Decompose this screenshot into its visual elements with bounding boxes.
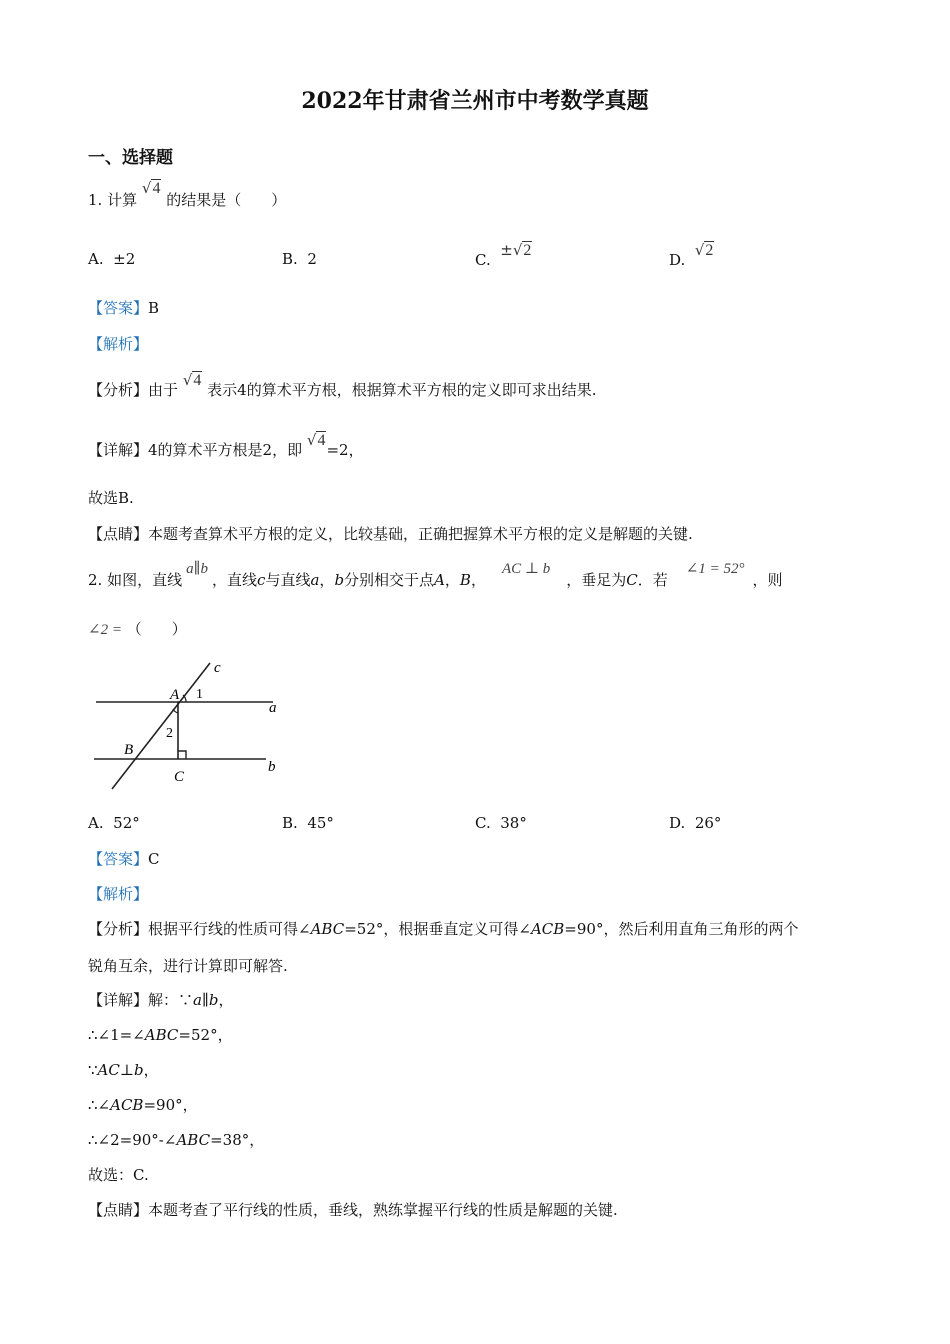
sqrt-symbol: √4 [141, 179, 161, 197]
q1-detail: 【详解】4的算术平方根是2，即 √4=2， [88, 431, 364, 459]
q2-option-b: B. 45° [282, 814, 334, 832]
q2-stem: 2. 如图，直线a∥b，直线c与直线a，b分别相交于点A，B，AC ⊥ b，垂足为C．若∠1 = 52°，则 [88, 561, 783, 589]
q1-option-c: C. ±√2 [475, 241, 532, 269]
q1-option-b: B. 2 [282, 250, 317, 268]
q2-detail: 【详解】解：∵a∥b， [88, 991, 234, 1009]
q1-jiexi-label: 【解析】 [88, 335, 149, 353]
q2-comment: 【点睛】本题考查了平行线的性质，垂线，熟练掌握平行线的性质是解题的关键. [88, 1201, 618, 1219]
q1-stem: 1. 计算 √4 的结果是（ ） [88, 179, 287, 209]
label-A: A [170, 687, 180, 703]
q2-option-a: A. 52° [88, 814, 140, 832]
q2-step-2: ∵AC⊥b， [88, 1061, 159, 1079]
q1-choose: 故选B. [88, 489, 134, 507]
q1-answer: 【答案】B [88, 299, 160, 317]
q2-option-c: C. 38° [475, 814, 527, 832]
q2-step-1: ∴∠1=∠ABC=52°， [88, 1026, 233, 1044]
q1-option-a: A. ±2 [88, 250, 136, 268]
section-heading: 一、选择题 [88, 148, 173, 168]
q2-step-3: ∴∠ACB=90°， [88, 1096, 198, 1114]
label-b: b [268, 759, 276, 775]
q2-jiexi-label: 【解析】 [88, 885, 149, 903]
q2-analysis: 【分析】根据平行线的性质可得∠ABC=52°，根据垂直定义可得∠ACB=90°，然后利用直角三角形的两个 [88, 920, 799, 938]
q1-comment: 【点睛】本题考查算术平方根的定义，比较基础，正确把握算术平方根的定义是解题的关键. [88, 525, 693, 543]
page-title: 2022年甘肃省兰州市中考数学真题 [301, 88, 649, 114]
q2-analysis-line2: 锐角互余，进行计算即可解答. [88, 957, 288, 975]
q1-analysis: 【分析】由于 √4 表示4的算术平方根，根据算术平方根的定义即可求出结果. [88, 371, 597, 399]
line-c [112, 663, 210, 789]
q2-step-4: ∴∠2=90°-∠ABC=38°， [88, 1131, 265, 1149]
angle-1-arc [183, 695, 186, 702]
q2-choose: 故选：C. [88, 1166, 149, 1184]
q2-option-d: D. 26° [669, 814, 722, 832]
label-B: B [124, 742, 134, 758]
label-c: c [214, 660, 221, 676]
geometry-figure [88, 655, 298, 795]
q1-option-d: D. √2 [669, 241, 714, 269]
q2-stem-line2: ∠2 = （ ） [88, 620, 187, 638]
label-1: 1 [196, 687, 203, 702]
q2-answer: 【答案】C [88, 850, 160, 868]
label-a: a [269, 700, 277, 716]
right-angle-mark [178, 751, 186, 759]
label-C: C [174, 769, 185, 785]
label-2: 2 [166, 726, 173, 741]
